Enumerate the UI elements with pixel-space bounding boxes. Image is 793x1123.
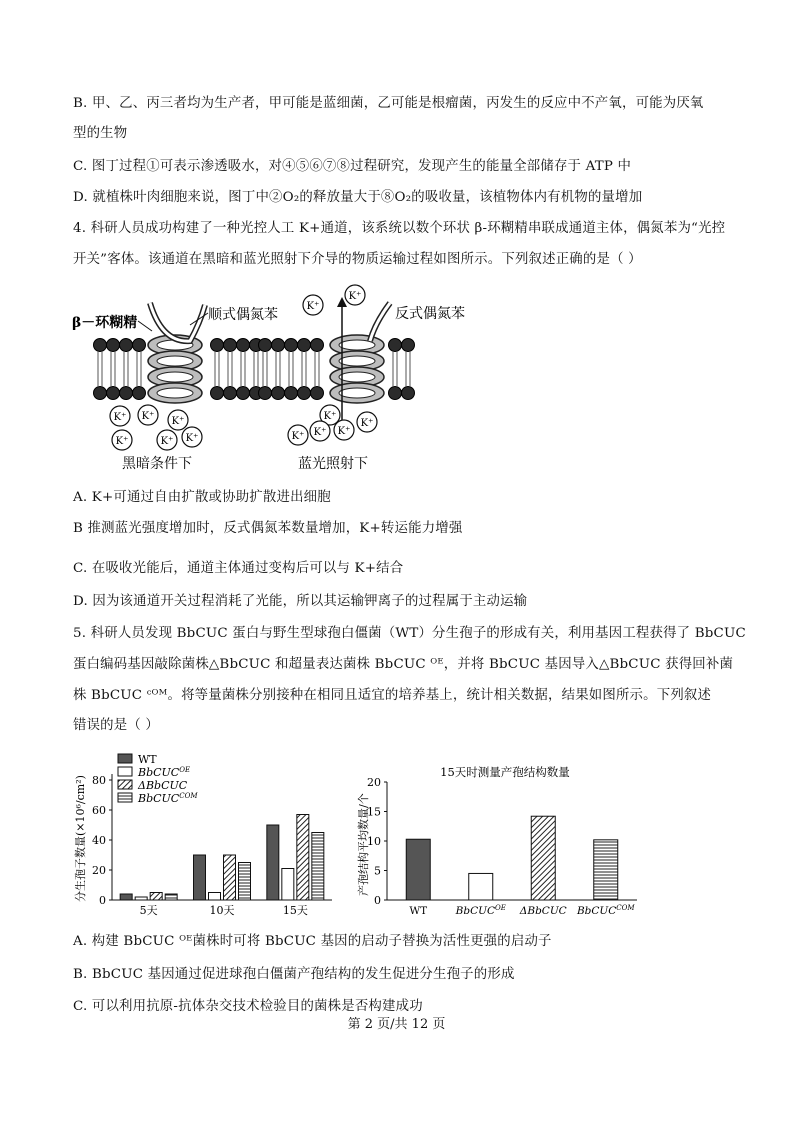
lipid-head (237, 339, 250, 352)
legend-label: BbCUC$^{OE}$ (138, 766, 191, 779)
x-tick-label: BbCUC$^{COM}$ (576, 904, 635, 917)
k-ion-label: K⁺ (291, 431, 305, 442)
page-footer: 第 2 页/共 12 页 (347, 1017, 446, 1032)
lipid-head (211, 387, 224, 400)
cyclodextrin-ring-hole (157, 372, 193, 382)
legend-label: ΔBbCUC (138, 779, 188, 792)
cyclodextrin-ring-hole (339, 388, 375, 398)
lipid-head (224, 387, 237, 400)
bar-10天-1 (209, 893, 221, 901)
x-tick-label: 5天 (139, 904, 158, 917)
lipid-head (133, 387, 146, 400)
bar-5天-0 (120, 894, 132, 900)
cyclodextrin-ring-hole (339, 372, 375, 382)
y-tick-label: 15 (367, 805, 381, 819)
y-tick-label: 10 (367, 835, 381, 848)
y-tick-label: 20 (367, 776, 381, 789)
lipid-head (272, 387, 285, 400)
bar-3 (594, 840, 618, 900)
bar-5天-3 (165, 894, 177, 900)
k-ion-label: K⁺ (348, 291, 362, 302)
lipid-head (107, 339, 120, 352)
legend-label: BbCUC$^{COM}$ (138, 792, 198, 805)
question-5-line1: 5. 科研人员发现 BbCUC 蛋白与野生型球孢白僵菌（WT）分生孢子的形成有关，利用基因工程获得了 BbCUC (73, 626, 746, 641)
bar-2 (531, 816, 555, 900)
lipid-head (311, 387, 324, 400)
y-axis-label: 分生孢子数量(×10⁶/cm²) (74, 775, 87, 902)
lipid-head (259, 339, 272, 352)
k-ion-label: K⁺ (360, 418, 374, 429)
y-tick-label: 60 (92, 804, 106, 817)
cyclodextrin-ring-hole (157, 388, 193, 398)
bar-15天-2 (297, 815, 309, 901)
y-tick-label: 20 (92, 864, 106, 877)
chart-title: 15天时测量产孢结构数量 (440, 765, 570, 779)
legend-swatch (118, 754, 132, 763)
k-ion-label: K⁺ (115, 436, 129, 447)
cyclodextrin-label: β－环糊精 (72, 315, 138, 331)
lipid-head (133, 339, 146, 352)
x-tick-label: 10天 (209, 904, 235, 917)
bar-5天-2 (150, 893, 162, 901)
question-5-line2: 蛋白编码基因敲除菌株△BbCUC 和超量表达菌株 BbCUC ᴼᴱ，并将 BbCUC 基因导入△BbCUC 获得回补菌 (73, 657, 734, 672)
lipid-head (259, 387, 272, 400)
k-ion-label: K⁺ (185, 433, 199, 444)
bar-15天-1 (282, 869, 294, 901)
cyclodextrin-ring-hole (157, 356, 193, 366)
question-5-line4: 错误的是（ ） (73, 718, 159, 733)
option-4A: A. K+可通过自由扩散或协助扩散进出细胞 (73, 490, 331, 505)
option-3C: C. 图丁过程①可表示渗透吸水，对④⑤⑥⑦⑧过程研究，发现产生的能量全部储存于 ATP 中 (73, 159, 632, 174)
legend-swatch (118, 793, 132, 802)
y-tick-label: 40 (92, 834, 106, 847)
bar-15天-0 (267, 825, 279, 900)
option-5A: A. 构建 BbCUC ᴼᴱ菌株时可将 BbCUC 基因的启动子替换为活性更强的启动子 (73, 934, 552, 949)
bar-10天-2 (224, 855, 236, 900)
lipid-head (224, 339, 237, 352)
lipid-head (120, 339, 133, 352)
k-ion-label: K⁺ (337, 426, 351, 437)
channel-figure (70, 283, 480, 478)
question-4-line1: 4. 科研人员成功构建了一种光控人工 K+通道，该系统以数个环状 β-环糊精串联成通道主体，偶氮苯为“光控 (73, 221, 726, 236)
bar-1 (469, 873, 493, 900)
k-ion-label: K⁺ (171, 416, 185, 427)
lipid-head (94, 339, 107, 352)
x-tick-label: 15天 (282, 904, 308, 917)
y-axis-label: 产孢结构平均数量/个 (357, 793, 370, 896)
legend-swatch (118, 767, 132, 776)
y-tick-label: 0 (374, 894, 381, 907)
bar-10天-0 (194, 855, 206, 900)
lipid-head (285, 387, 298, 400)
lipid-head (402, 339, 415, 352)
legend-swatch (118, 780, 132, 789)
question-5-line3: 株 BbCUC ᶜᴼᴹ。将等量菌株分别接种在相同且适宜的培养基上，统计相关数据，结果如图所示。下列叙述 (73, 688, 712, 703)
option-5C: C. 可以利用抗原-抗体杂交技术检验目的菌株是否构建成功 (73, 999, 423, 1014)
dark-caption: 黑暗条件下 (122, 456, 192, 472)
cis-azobenzene-label: 顺式偶氮苯 (208, 307, 278, 323)
bar-10天-3 (239, 863, 251, 901)
bar-5天-1 (135, 897, 147, 900)
lipid-head (389, 387, 402, 400)
option-4D: D. 因为该通道开关过程消耗了光能，所以其运输钾离子的过程属于主动运输 (73, 594, 528, 609)
sporulation-structure-chart (355, 760, 645, 925)
option-3D: D. 就植株叶肉细胞来说，图丁中②O₂的释放量大于⑧O₂的吸收量，该植物体内有机物的量增加 (73, 190, 643, 205)
lipid-head (107, 387, 120, 400)
option-5B: B. BbCUC 基因通过促进球孢白僵菌产孢结构的发生促进分生孢子的形成 (73, 967, 515, 982)
x-tick-label: BbCUC$^{OE}$ (455, 904, 506, 917)
lipid-head (298, 339, 311, 352)
option-3B-line1: B. 甲、乙、丙三者均为生产者，甲可能是蓝细菌，乙可能是根瘤菌，丙发生的反应中不产氧，可能为厌氧 (73, 96, 704, 111)
blue-light-caption: 蓝光照射下 (298, 456, 368, 472)
k-ion-label: K⁺ (306, 301, 320, 312)
x-tick-label: ΔBbCUC (519, 905, 567, 917)
lipid-head (389, 339, 402, 352)
option-3B-line2: 型的生物 (73, 126, 128, 141)
k-ion-label: K⁺ (313, 427, 327, 438)
lipid-head (272, 339, 285, 352)
lipid-head (298, 387, 311, 400)
y-tick-label: 80 (92, 774, 106, 787)
option-4B: B 推测蓝光强度增加时，反式偶氮苯数量增加，K+转运能力增强 (73, 521, 463, 536)
lipid-head (237, 387, 250, 400)
y-tick-label: 5 (374, 864, 381, 878)
lipid-head (285, 339, 298, 352)
k-ion-label: K⁺ (160, 436, 174, 447)
legend-label: WT (138, 753, 157, 766)
spore-count-chart (70, 750, 340, 925)
option-4C: C. 在吸收光能后，通道主体通过变构后可以与 K+结合 (73, 561, 404, 576)
bar-15天-3 (312, 833, 324, 901)
trans-azobenzene-label: 反式偶氮苯 (395, 306, 465, 322)
cyclodextrin-ring-hole (339, 340, 375, 350)
lipid-head (120, 387, 133, 400)
question-4-line2: 开关”客体。该通道在黑暗和蓝光照射下介导的物质运输过程如图所示。下列叙述正确的是（ ） (73, 252, 642, 267)
lipid-head (402, 387, 415, 400)
k-ion-label: K⁺ (323, 411, 337, 422)
lipid-head (211, 339, 224, 352)
k-ion-label: K⁺ (113, 412, 127, 423)
lipid-head (94, 387, 107, 400)
x-tick-label: WT (409, 905, 428, 917)
k-ion-label: K⁺ (141, 411, 155, 422)
bar-0 (406, 839, 430, 900)
y-tick-label: 0 (99, 894, 106, 907)
lipid-head (311, 339, 324, 352)
cyclodextrin-ring-hole (339, 356, 375, 366)
